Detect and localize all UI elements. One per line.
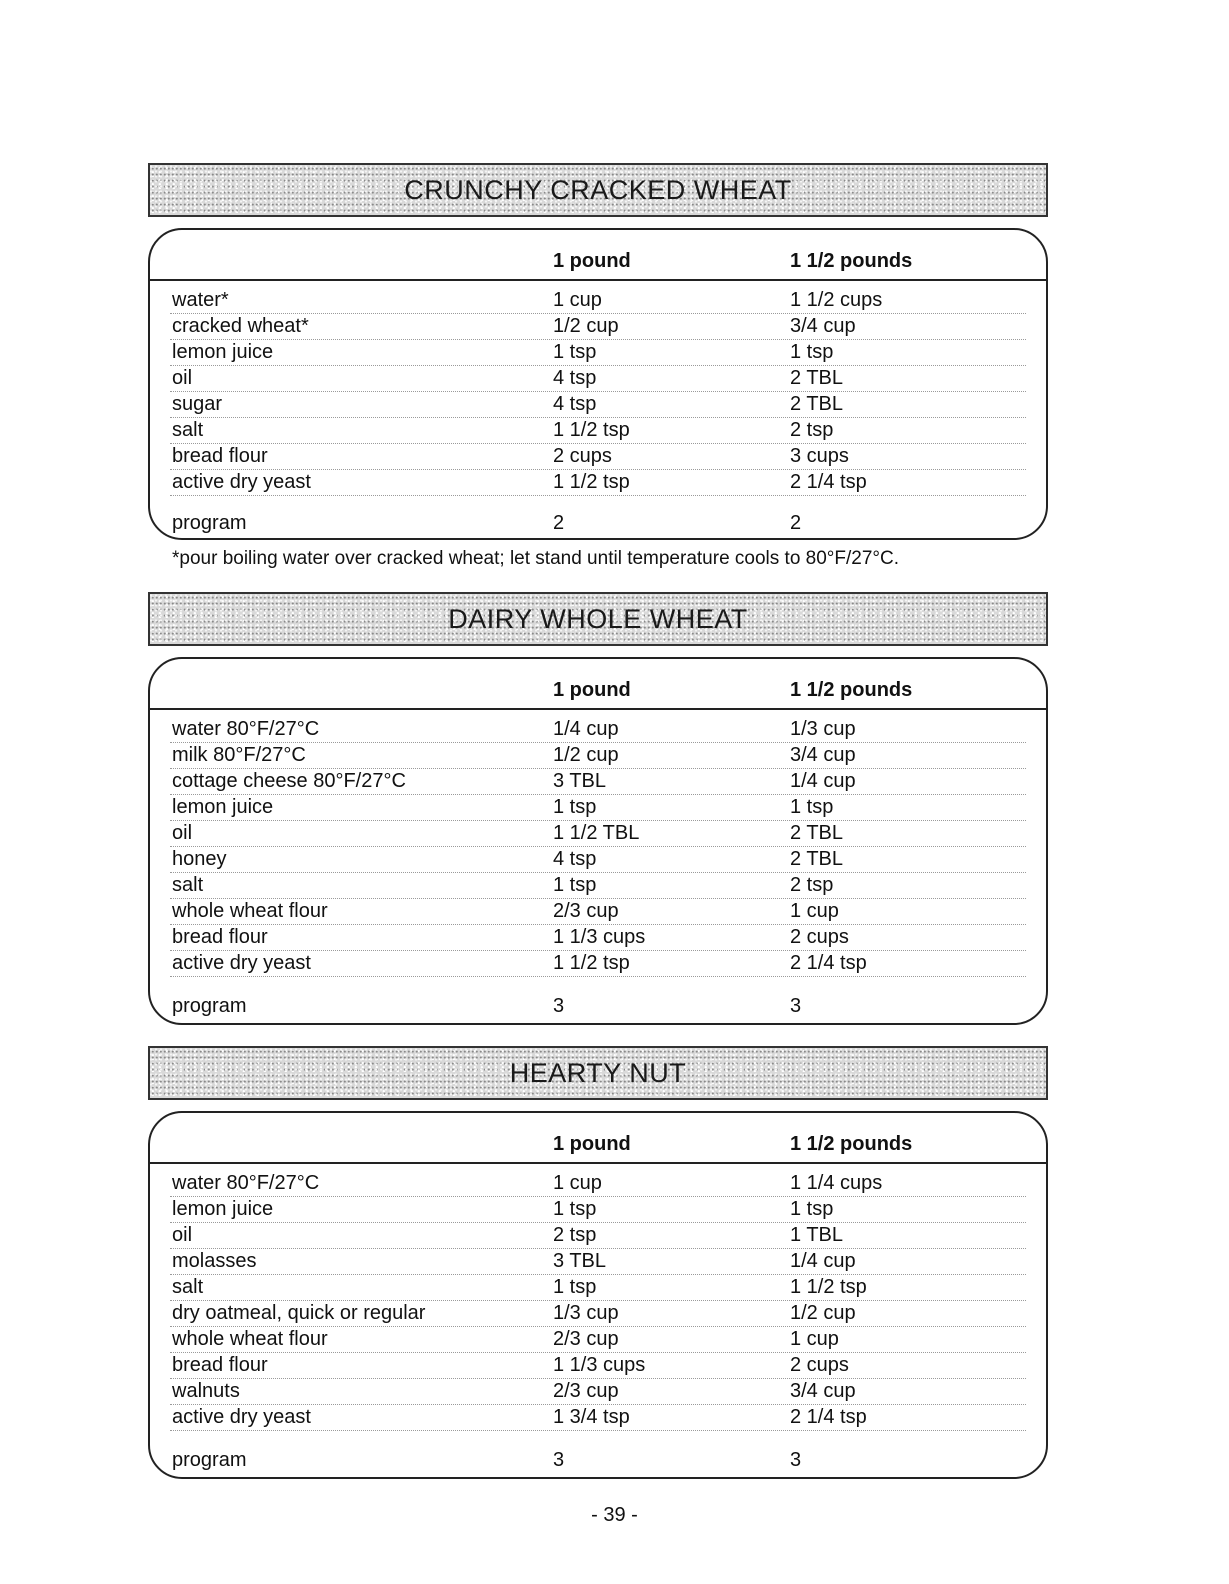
column-header-1-5-pounds: 1 1/2 pounds xyxy=(790,250,913,272)
column-header-1-pound: 1 pound xyxy=(553,250,631,272)
ingredient-row xyxy=(170,768,1026,795)
amount-1-5-pounds: 2 tsp xyxy=(790,874,834,896)
amount-1-5-pounds: 1/2 cup xyxy=(790,1302,856,1324)
amount-1-5-pounds: 3/4 cup xyxy=(790,1380,856,1402)
amount-1-pound: 4 tsp xyxy=(553,367,597,389)
amount-1-5-pounds: 1/3 cup xyxy=(790,718,856,740)
ingredient-name: dry oatmeal, quick or regular xyxy=(172,1302,426,1324)
program-label: program xyxy=(172,1449,247,1471)
program-1-pound: 3 xyxy=(553,995,565,1017)
column-header-1-pound: 1 pound xyxy=(553,1133,631,1155)
ingredient-row xyxy=(170,794,1026,821)
amount-1-pound: 2/3 cup xyxy=(553,1328,619,1350)
ingredient-name: whole wheat flour xyxy=(172,1328,328,1350)
amount-1-5-pounds: 1 tsp xyxy=(790,341,834,363)
column-header-1-5-pounds: 1 1/2 pounds xyxy=(790,1133,913,1155)
ingredient-name: molasses xyxy=(172,1250,257,1272)
ingredient-row xyxy=(170,313,1026,340)
recipe-table-hearty-nut xyxy=(148,1111,1048,1479)
column-header-1-pound: 1 pound xyxy=(553,679,631,701)
amount-1-pound: 1 1/3 cups xyxy=(553,926,646,948)
ingredient-row xyxy=(170,716,1026,743)
amount-1-pound: 4 tsp xyxy=(553,848,597,870)
table-header xyxy=(150,1113,1046,1164)
ingredient-name: bread flour xyxy=(172,445,268,467)
ingredient-row xyxy=(170,287,1026,314)
program-label: program xyxy=(172,995,247,1017)
amount-1-5-pounds: 1/4 cup xyxy=(790,1250,856,1272)
ingredient-row xyxy=(170,924,1026,951)
amount-1-pound: 1 tsp xyxy=(553,1198,597,1220)
ingredient-name: water* xyxy=(172,289,229,311)
ingredient-row xyxy=(170,391,1026,418)
ingredient-row xyxy=(170,365,1026,392)
ingredient-name: sugar xyxy=(172,393,223,415)
ingredient-name: bread flour xyxy=(172,1354,268,1376)
amount-1-pound: 1 cup xyxy=(553,1172,602,1194)
amount-1-pound: 3 TBL xyxy=(553,770,606,792)
amount-1-pound: 1 cup xyxy=(553,289,602,311)
program-row xyxy=(170,510,1026,536)
amount-1-pound: 2 cups xyxy=(553,445,612,467)
ingredient-name: salt xyxy=(172,874,204,896)
ingredient-name: milk 80°F/27°C xyxy=(172,744,306,766)
amount-1-5-pounds: 2 cups xyxy=(790,1354,849,1376)
amount-1-pound: 1 tsp xyxy=(553,341,597,363)
amount-1-5-pounds: 1 1/4 cups xyxy=(790,1172,883,1194)
amount-1-5-pounds: 2 TBL xyxy=(790,822,843,844)
amount-1-pound: 1/4 cup xyxy=(553,718,619,740)
ingredient-name: active dry yeast xyxy=(172,471,311,493)
program-label: program xyxy=(172,512,247,534)
amount-1-pound: 1 tsp xyxy=(553,874,597,896)
page-number: - 39 - xyxy=(591,1504,638,1526)
amount-1-5-pounds: 2 1/4 tsp xyxy=(790,1406,867,1428)
ingredient-name: active dry yeast xyxy=(172,952,311,974)
section-title: DAIRY WHOLE WHEAT xyxy=(448,604,748,634)
section-banner-dairy-whole-wheat xyxy=(148,592,1048,646)
program-1-pound: 3 xyxy=(553,1449,565,1471)
section-title: CRUNCHY CRACKED WHEAT xyxy=(404,175,792,205)
amount-1-pound: 1 1/2 tsp xyxy=(553,952,630,974)
amount-1-5-pounds: 2 TBL xyxy=(790,848,843,870)
ingredient-name: bread flour xyxy=(172,926,268,948)
section-banner-hearty-nut xyxy=(148,1046,1048,1100)
footnote: *pour boiling water over cracked wheat; let stand until temperature cools to 80°F/27°C. xyxy=(172,548,900,569)
ingredient-name: cottage cheese 80°F/27°C xyxy=(172,770,406,792)
ingredient-row xyxy=(170,1326,1026,1353)
section-banner-crunchy-cracked-wheat xyxy=(148,163,1048,217)
ingredient-name: salt xyxy=(172,419,204,441)
amount-1-5-pounds: 3/4 cup xyxy=(790,744,856,766)
recipe-table-dairy-whole-wheat xyxy=(148,657,1048,1025)
amount-1-pound: 4 tsp xyxy=(553,393,597,415)
program-row xyxy=(170,993,1026,1019)
amount-1-5-pounds: 1 1/2 tsp xyxy=(790,1276,867,1298)
amount-1-5-pounds: 1 tsp xyxy=(790,1198,834,1220)
ingredient-row xyxy=(170,1352,1026,1379)
ingredient-name: honey xyxy=(172,848,227,870)
section-title: HEARTY NUT xyxy=(509,1058,687,1088)
amount-1-5-pounds: 2 cups xyxy=(790,926,849,948)
ingredient-row xyxy=(170,898,1026,925)
ingredient-row xyxy=(170,1274,1026,1301)
amount-1-5-pounds: 2 tsp xyxy=(790,419,834,441)
ingredient-row xyxy=(170,1378,1026,1405)
ingredient-row xyxy=(170,1300,1026,1327)
ingredient-row xyxy=(170,846,1026,873)
amount-1-pound: 3 TBL xyxy=(553,1250,606,1272)
program-1-5-pounds: 3 xyxy=(790,1449,802,1471)
ingredient-name: cracked wheat* xyxy=(172,315,309,337)
amount-1-5-pounds: 1/4 cup xyxy=(790,770,856,792)
amount-1-5-pounds: 1 TBL xyxy=(790,1224,843,1246)
ingredient-name: lemon juice xyxy=(172,341,274,363)
ingredient-name: lemon juice xyxy=(172,1198,274,1220)
amount-1-pound: 1 tsp xyxy=(553,796,597,818)
table-header xyxy=(150,230,1046,281)
amount-1-5-pounds: 2 TBL xyxy=(790,393,843,415)
ingredient-name: water 80°F/27°C xyxy=(172,718,320,740)
ingredient-name: active dry yeast xyxy=(172,1406,311,1428)
ingredient-name: water 80°F/27°C xyxy=(172,1172,320,1194)
ingredient-row xyxy=(170,339,1026,366)
ingredient-row xyxy=(170,1170,1026,1197)
ingredient-name: whole wheat flour xyxy=(172,900,328,922)
ingredient-name: lemon juice xyxy=(172,796,274,818)
ingredient-row xyxy=(170,872,1026,899)
amount-1-pound: 1/2 cup xyxy=(553,744,619,766)
ingredient-name: salt xyxy=(172,1276,204,1298)
ingredient-name: oil xyxy=(172,367,193,389)
program-1-5-pounds: 2 xyxy=(790,512,802,534)
ingredient-row xyxy=(170,469,1026,496)
amount-1-pound: 1/3 cup xyxy=(553,1302,619,1324)
column-header-1-5-pounds: 1 1/2 pounds xyxy=(790,679,913,701)
amount-1-pound: 1/2 cup xyxy=(553,315,619,337)
ingredient-row xyxy=(170,417,1026,444)
amount-1-5-pounds: 1 1/2 cups xyxy=(790,289,883,311)
table-header xyxy=(150,659,1046,710)
amount-1-pound: 1 1/2 tsp xyxy=(553,419,630,441)
amount-1-5-pounds: 2 TBL xyxy=(790,367,843,389)
amount-1-pound: 1 tsp xyxy=(553,1276,597,1298)
ingredient-row xyxy=(170,443,1026,470)
ingredient-name: oil xyxy=(172,822,193,844)
amount-1-pound: 2/3 cup xyxy=(553,1380,619,1402)
ingredient-row xyxy=(170,1222,1026,1249)
program-1-5-pounds: 3 xyxy=(790,995,802,1017)
amount-1-5-pounds: 3 cups xyxy=(790,445,849,467)
ingredient-row xyxy=(170,1404,1026,1431)
amount-1-5-pounds: 2 1/4 tsp xyxy=(790,471,867,493)
amount-1-5-pounds: 1 cup xyxy=(790,900,839,922)
amount-1-pound: 1 1/2 TBL xyxy=(553,822,640,844)
amount-1-pound: 1 1/2 tsp xyxy=(553,471,630,493)
program-row xyxy=(170,1447,1026,1473)
ingredient-name: oil xyxy=(172,1224,193,1246)
amount-1-5-pounds: 1 tsp xyxy=(790,796,834,818)
ingredient-row xyxy=(170,1248,1026,1275)
program-1-pound: 2 xyxy=(553,512,565,534)
ingredient-name: walnuts xyxy=(172,1380,240,1402)
amount-1-5-pounds: 2 1/4 tsp xyxy=(790,952,867,974)
amount-1-pound: 1 1/3 cups xyxy=(553,1354,646,1376)
amount-1-pound: 2 tsp xyxy=(553,1224,597,1246)
recipe-table-crunchy-cracked-wheat xyxy=(148,228,1048,540)
ingredient-row xyxy=(170,820,1026,847)
amount-1-pound: 2/3 cup xyxy=(553,900,619,922)
ingredient-row xyxy=(170,1196,1026,1223)
amount-1-5-pounds: 1 cup xyxy=(790,1328,839,1350)
ingredient-row xyxy=(170,742,1026,769)
amount-1-5-pounds: 3/4 cup xyxy=(790,315,856,337)
amount-1-pound: 1 3/4 tsp xyxy=(553,1406,630,1428)
ingredient-row xyxy=(170,950,1026,977)
